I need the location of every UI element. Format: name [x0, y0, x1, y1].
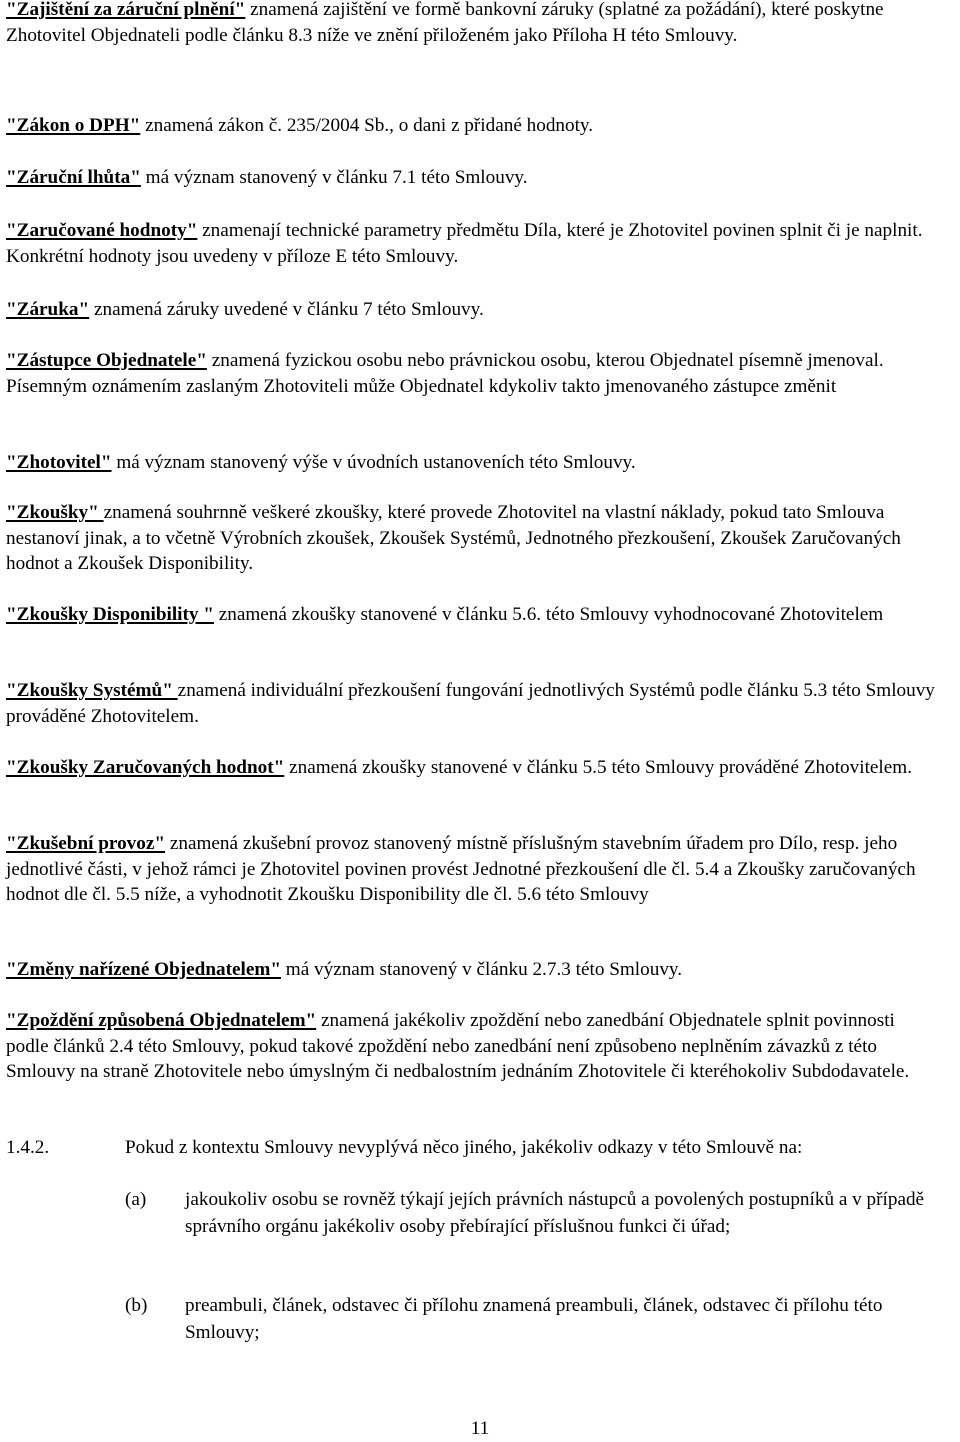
definition-term: "Zkoušky": [6, 502, 104, 523]
page-number: 11: [470, 1418, 490, 1439]
section-text: Pokud z kontextu Smlouvy nevyplývá něco jiného, jakékoliv odkazy v této Smlouvě na:: [125, 1137, 803, 1158]
definition-zkousky-zarucovanych-hodnot: [6, 755, 942, 781]
definition-term: "Zkoušky Systémů": [6, 680, 178, 701]
definition-text: znamená zkušební provoz stanovený místně příslušným stavebním úřadem pro Dílo, resp. jeho jednotlivé části, v jehož rámci je Zhotovitel povinen provést Jednotné přezkoušení dle čl. 5.4 a Zkoušky zaručovaných hodnot dle čl. 5.5 níže, a vyhodnotit Zkoušku Disponibility dle čl. 5.6 této Smlouvy: [6, 833, 916, 905]
definition-zmeny-narizene-objednatelem: [6, 957, 942, 983]
definition-term: "Zkoušky Disponibility ": [6, 604, 214, 625]
definition-zpozdeni-zpusobena-objednatelem: [6, 1008, 942, 1085]
definition-zakon-o-dph: [6, 113, 942, 139]
definition-text: znamená jakékoliv zpoždění nebo zanedbání Objednatele splnit povinnosti podle článků 2.4 této Smlouvy, pokud takové zpoždění nebo zanedbání není způsobeno neplněním závazků z této Smlouvy na straně Zhotovitele nebo úmyslným či nedbalostním jednáním Zhotovitele či kteréhokoliv Subdodavatele.: [6, 1010, 910, 1082]
definition-term: "Zástupce Objednatele": [6, 350, 207, 371]
definition-term: "Zákon o DPH": [6, 115, 141, 136]
definition-zkousky-disponibility: [6, 602, 942, 628]
definition-zkousky-systemu: [6, 678, 942, 729]
list-item-label: (b): [125, 1295, 148, 1316]
definition-text: má význam stanovený v článku 2.7.3 této Smlouvy.: [280, 959, 683, 980]
definition-text: znamená fyzickou osobu nebo právnickou osobu, kterou Objednatel písemně jmenoval. Písemným oznámením zaslaným Zhotoviteli může Objednatel kdykoliv takto jmenovaného zástupce změnit: [6, 350, 884, 397]
definition-text: znamená zajištění ve formě bankovní záruky (splatné za požádání), které poskytne Zhotovitel Objednateli podle článku 8.3 níže ve znění přiloženém jako Příloha H této Smlouvy.: [6, 0, 884, 46]
definition-text: má význam stanovený výše v úvodních ustanoveních této Smlouvy.: [111, 452, 636, 473]
definition-zaruka: [6, 297, 942, 323]
list-item-text: jakoukoliv osobu se rovněž týkají jejích právních nástupců a povolených postupníků a v případě správního orgánu jakékoliv osoby přebírající příslušnou funkci či úřad;: [185, 1189, 925, 1237]
definition-term: "Změny nařízené Objednatelem": [6, 959, 281, 980]
definition-term: "Záruka": [6, 299, 90, 320]
definition-term: "Záruční lhůta": [6, 167, 141, 188]
definition-zajisteni: [6, 0, 942, 48]
definition-zastupce-objednatele: [6, 348, 942, 399]
definition-text: má význam stanovený v článku 7.1 této Smlouvy.: [140, 167, 528, 188]
definition-text: znamená zkoušky stanovené v článku 5.5 této Smlouvy prováděné Zhotovitelem.: [284, 757, 912, 778]
definition-text: znamenají technické parametry předmětu Díla, které je Zhotovitel povinen splnit či je naplnit. Konkrétní hodnoty jsou uvedeny v příloze E této Smlouvy.: [6, 220, 923, 267]
list-item-label: (a): [125, 1189, 147, 1210]
definition-term: "Zkušební provoz": [6, 833, 166, 854]
definition-zkusebni-provoz: [6, 831, 942, 908]
definition-term: "Zkoušky Zaručovaných hodnot": [6, 757, 285, 778]
definition-term: "Zhotovitel": [6, 452, 112, 473]
definition-term: "Zaručované hodnoty": [6, 220, 198, 241]
list-item-text: preambuli, článek, odstavec či přílohu znamená preambuli, článek, odstavec či přílohu této Smlouvy;: [185, 1295, 883, 1343]
definition-zhotovitel: [6, 450, 942, 476]
definition-text: znamená zkoušky stanovené v článku 5.6. této Smlouvy vyhodnocované Zhotovitelem: [213, 604, 884, 625]
definition-zarucovane-hodnoty: [6, 218, 942, 269]
definition-text: znamená zákon č. 235/2004 Sb., o dani z přidané hodnoty.: [140, 115, 594, 136]
definition-text: znamená souhrnně veškeré zkoušky, které provede Zhotovitel na vlastní náklady, pokud tato Smlouva nestanoví jinak, a to včetně Výrobních zkoušek, Zkoušek Systémů, Jednotného přezkoušení, Zkoušek Zaručovaných hodnot a Zkoušek Disponibility.: [6, 502, 901, 574]
definition-text: znamená individuální přezkoušení fungování jednotlivých Systémů podle článku 5.3 této Smlouvy prováděné Zhotovitelem.: [6, 680, 935, 727]
section-number: 1.4.2.: [6, 1137, 50, 1158]
definition-term: "Zajištění za záruční plnění": [6, 0, 246, 20]
definition-term: "Zpoždění způsobená Objednatelem": [6, 1010, 317, 1031]
definition-zkousky: [6, 500, 942, 577]
definition-zarucni-lhuta: [6, 165, 942, 191]
definition-text: znamená záruky uvedené v článku 7 této Smlouvy.: [89, 299, 484, 320]
